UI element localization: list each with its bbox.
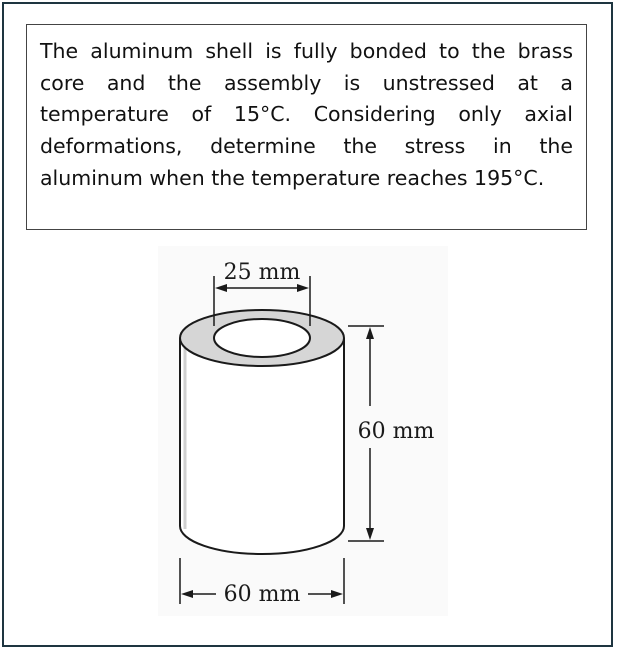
core-diameter-label: 25 mm (223, 260, 301, 285)
problem-text: The aluminum shell is fully bonded to the brass core and the assembly is unstressed at a temperature of 15°C. Considering only axial deformations, determine the stress in the aluminum when the temperature reaches 195°C. (40, 39, 573, 190)
cylinder-figure (158, 246, 448, 616)
cylinder-body (180, 338, 344, 554)
problem-statement (26, 24, 587, 230)
height-label: 60 mm (357, 419, 435, 444)
outer-diameter-label: 60 mm (223, 582, 301, 607)
cylinder-diagram (158, 246, 448, 616)
core-top-face (214, 319, 310, 357)
